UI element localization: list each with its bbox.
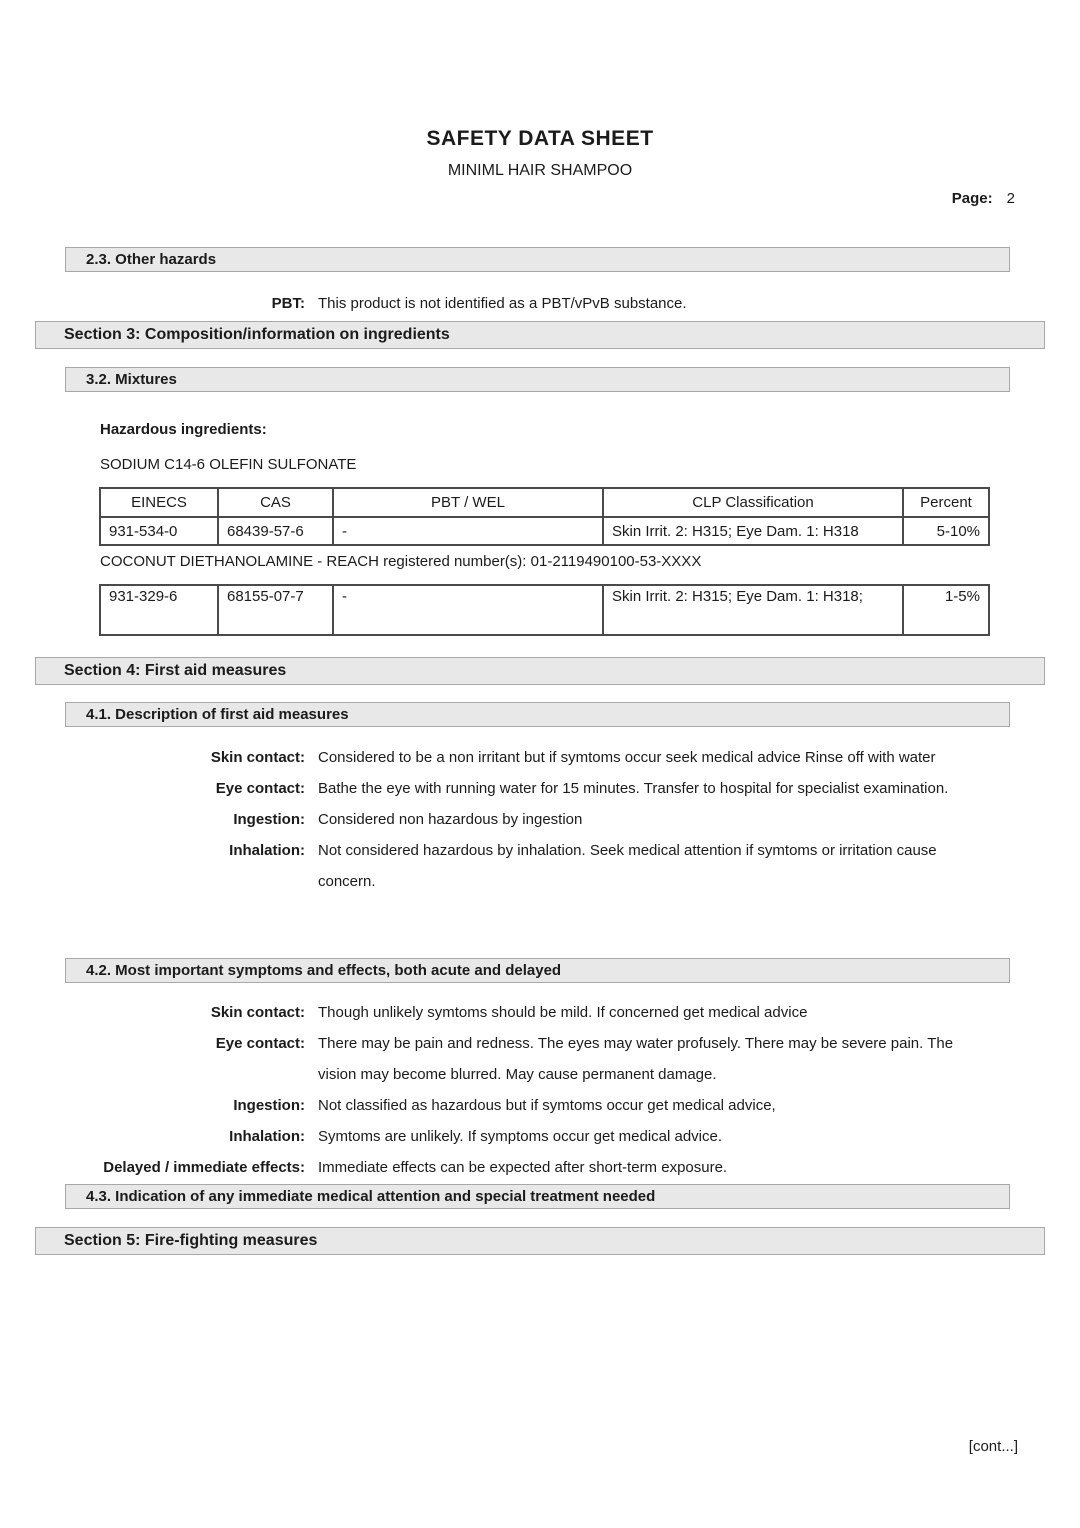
cell-percent: 5-10% bbox=[903, 517, 989, 545]
entry-value: Considered non hazardous by ingestion bbox=[318, 811, 583, 828]
entry-row bbox=[0, 288, 1080, 319]
first-aid-entry bbox=[0, 804, 1080, 835]
product-name: MINIML HAIR SHAMPOO bbox=[447, 162, 633, 179]
section-heading-2-3: 2.3. Other hazards bbox=[65, 247, 1010, 272]
symptoms-effects-list bbox=[0, 997, 1080, 1183]
cell-clp: Skin Irrit. 2: H315; Eye Dam. 1: H318; bbox=[603, 585, 903, 635]
cell-einecs: 931-534-0 bbox=[100, 517, 218, 545]
cell-cas: 68155-07-7 bbox=[218, 585, 333, 635]
symptom-entry bbox=[0, 1090, 1080, 1121]
entry-label: Ingestion: bbox=[233, 811, 305, 828]
ingredient-name: SODIUM C14-6 OLEFIN SULFONATE bbox=[100, 456, 357, 473]
ingredient-name: COCONUT DIETHANOLAMINE - REACH registered number(s): 01-2119490100-53-XXXX bbox=[100, 553, 702, 570]
column-header-percent: Percent bbox=[903, 488, 989, 517]
cell-cas: 68439-57-6 bbox=[218, 517, 333, 545]
table-header-row bbox=[100, 488, 989, 517]
entry-label: Inhalation: bbox=[229, 1128, 305, 1145]
section-heading-3: Section 3: Composition/information on ingredients bbox=[35, 321, 1045, 349]
section-heading-4-2: 4.2. Most important symptoms and effects, both acute and delayed bbox=[65, 958, 1010, 983]
column-header-cas: CAS bbox=[218, 488, 333, 517]
continuation-marker: [cont...] bbox=[968, 1438, 1018, 1455]
cell-percent: 1-5% bbox=[903, 585, 989, 635]
entry-value: Though unlikely symtoms should be mild. If concerned get medical advice bbox=[318, 1004, 808, 1021]
symptom-entry bbox=[0, 1028, 1080, 1090]
section-heading-4-1: 4.1. Description of first aid measures bbox=[65, 702, 1010, 727]
entry-label: Ingestion: bbox=[233, 1097, 305, 1114]
symptom-entry bbox=[0, 1121, 1080, 1152]
first-aid-measures-list bbox=[0, 742, 1080, 897]
cell-einecs: 931-329-6 bbox=[100, 585, 218, 635]
cell-pbt-wel: - bbox=[333, 585, 603, 635]
column-header-einecs: EINECS bbox=[100, 488, 218, 517]
section-heading-5: Section 5: Fire-fighting measures bbox=[35, 1227, 1045, 1255]
pbt-value: This product is not identified as a PBT/vPvB substance. bbox=[318, 295, 687, 312]
entry-value: Immediate effects can be expected after short-term exposure. bbox=[318, 1159, 728, 1176]
first-aid-entry bbox=[0, 835, 1080, 897]
entry-value: Considered to be a non irritant but if symtoms occur seek medical advice Rinse off with water bbox=[318, 749, 936, 766]
entry-label: Eye contact: bbox=[215, 780, 305, 797]
pbt-label: PBT: bbox=[271, 295, 305, 312]
entry-label: Skin contact: bbox=[210, 1004, 305, 1021]
ingredients-table-2 bbox=[99, 584, 990, 636]
page-label: Page: bbox=[951, 190, 993, 207]
entry-value: Bathe the eye with running water for 15 minutes. Transfer to hospital for specialist examination. bbox=[318, 780, 949, 797]
symptom-entry bbox=[0, 997, 1080, 1028]
section-heading-3-2: 3.2. Mixtures bbox=[65, 367, 1010, 392]
document-title: SAFETY DATA SHEET bbox=[426, 127, 654, 150]
column-header-clp: CLP Classification bbox=[603, 488, 903, 517]
section-heading-4-3: 4.3. Indication of any immediate medical attention and special treatment needed bbox=[65, 1184, 1010, 1209]
entry-label: Inhalation: bbox=[229, 842, 305, 859]
entry-label: Skin contact: bbox=[210, 749, 305, 766]
entry-value: Not classified as hazardous but if symtoms occur get medical advice, bbox=[318, 1097, 776, 1114]
hazardous-ingredients-label: Hazardous ingredients: bbox=[100, 421, 267, 438]
column-header-pbt-wel: PBT / WEL bbox=[333, 488, 603, 517]
symptom-entry bbox=[0, 1152, 1080, 1183]
ingredients-table-1 bbox=[99, 487, 990, 546]
entry-label: Delayed / immediate effects: bbox=[103, 1159, 305, 1176]
cell-clp: Skin Irrit. 2: H315; Eye Dam. 1: H318 bbox=[603, 517, 903, 545]
page-indicator bbox=[952, 190, 1015, 207]
entry-value: Not considered hazardous by inhalation. Seek medical attention if symtoms or irritation cause concern. bbox=[318, 842, 937, 890]
cell-pbt-wel: - bbox=[333, 517, 603, 545]
table-row bbox=[100, 585, 989, 635]
first-aid-entry bbox=[0, 773, 1080, 804]
page-number: 2 bbox=[1006, 190, 1015, 207]
table-row bbox=[100, 517, 989, 545]
entry-value: There may be pain and redness. The eyes may water profusely. There may be severe pain. The vision may become blurred. May cause permanent damage. bbox=[318, 1035, 954, 1083]
entry-value: Symtoms are unlikely. If symptoms occur get medical advice. bbox=[318, 1128, 723, 1145]
pbt-statement bbox=[0, 288, 1080, 319]
entry-label: Eye contact: bbox=[215, 1035, 305, 1052]
section-heading-4: Section 4: First aid measures bbox=[35, 657, 1045, 685]
first-aid-entry bbox=[0, 742, 1080, 773]
